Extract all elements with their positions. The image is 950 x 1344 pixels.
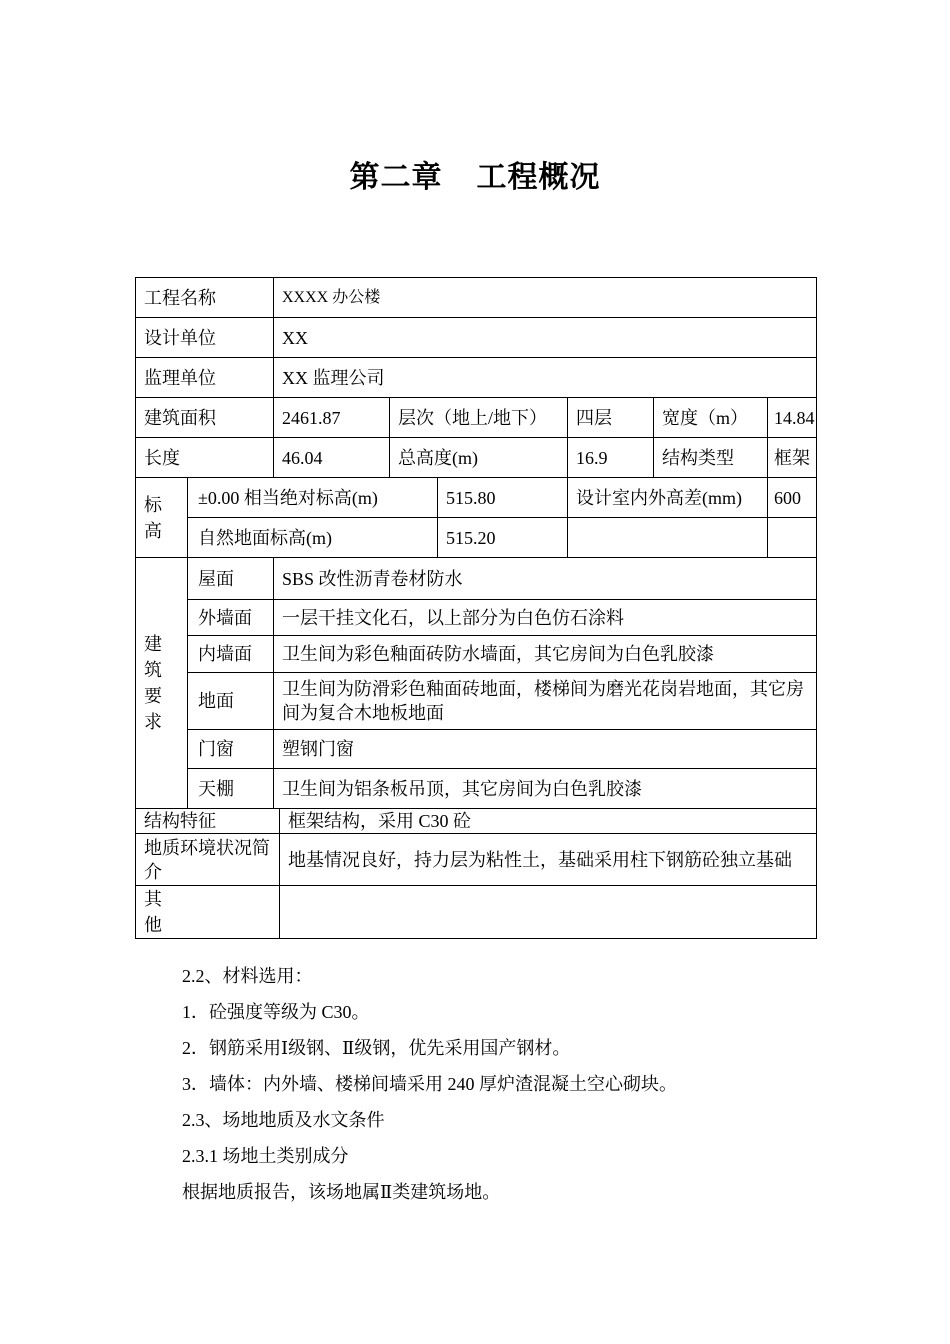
- project-name-value: XXXX 办公楼: [274, 278, 817, 318]
- paragraph: 根据地质报告，该场地属Ⅱ类建筑场地。: [182, 1182, 501, 1202]
- list-item: 3．墙体：内外墙、楼梯间墙采用 240 厚炉渣混凝土空心砌块。: [182, 1074, 677, 1094]
- structure-type-label: 结构类型: [654, 438, 768, 478]
- design-unit-value: XX: [274, 318, 817, 358]
- width-label: 宽度（m）: [654, 398, 768, 438]
- interior-wall-value: 卫生间为彩色釉面砖防水墙面，其它房间为白色乳胶漆: [274, 636, 817, 673]
- chapter-number: 第二章: [349, 160, 443, 195]
- floor-value: 卫生间为防滑彩色釉面砖地面，楼梯间为磨光花岗岩地面，其它房间为复合木地板地面: [274, 673, 817, 730]
- table-row: [136, 398, 817, 438]
- doors-value: 塑钢门窗: [274, 730, 817, 769]
- area-value: 2461.87: [274, 398, 390, 438]
- table-row: [136, 358, 817, 398]
- geology-label: 地质环境状况简介: [136, 834, 280, 886]
- height-value: 16.9: [568, 438, 654, 478]
- table-row: [136, 769, 817, 809]
- exterior-wall-label: 外墙面: [188, 600, 274, 636]
- length-label: 长度: [136, 438, 274, 478]
- ceiling-value: 卫生间为铝条板吊顶，其它房间为白色乳胶漆: [274, 769, 817, 809]
- table-row: [136, 600, 817, 636]
- table-row: [136, 673, 817, 730]
- table-row: [136, 809, 817, 834]
- supervision-unit-label: 监理单位: [136, 358, 274, 398]
- floor-label: 地面: [188, 673, 274, 730]
- table-row: [136, 730, 817, 769]
- indoor-diff-value: 600: [768, 478, 817, 518]
- other-value: [280, 886, 817, 939]
- list-item: 1．砼强度等级为 C30。: [182, 1002, 370, 1022]
- table-row: [136, 636, 817, 673]
- body-text: [182, 958, 822, 1210]
- table-row: [136, 278, 817, 318]
- section-heading: 2.3、场地地质及水文条件: [182, 1110, 385, 1130]
- table-row: [136, 478, 817, 518]
- structure-type-value: 框架: [768, 438, 817, 478]
- project-overview-table: [135, 277, 817, 939]
- elev-relative-value: 515.80: [438, 478, 568, 518]
- list-item: 2．钢筋采用Ⅰ级钢、Ⅱ级钢，优先采用国产钢材。: [182, 1038, 571, 1058]
- building-requirements-label: 建筑要求: [136, 558, 188, 809]
- indoor-diff-label: 设计室内外高差(mm): [568, 478, 768, 518]
- floors-value: 四层: [568, 398, 654, 438]
- natural-ground-value: 515.20: [438, 518, 568, 558]
- roof-value: SBS 改性沥青卷材防水: [274, 558, 817, 600]
- roof-label: 屋面: [188, 558, 274, 600]
- page-title: [0, 152, 950, 196]
- section-heading: 2.2、材料选用：: [182, 966, 313, 986]
- height-label: 总高度(m): [390, 438, 568, 478]
- natural-ground-label: 自然地面标高(m): [188, 518, 438, 558]
- width-value: 14.84: [768, 398, 817, 438]
- chapter-title: 工程概况: [476, 160, 601, 195]
- table-row: [136, 318, 817, 358]
- ceiling-label: 天棚: [188, 769, 274, 809]
- empty-cell: [568, 518, 768, 558]
- structure-feature-label: 结构特征: [136, 809, 280, 834]
- length-value: 46.04: [274, 438, 390, 478]
- table-row: [136, 438, 817, 478]
- design-unit-label: 设计单位: [136, 318, 274, 358]
- area-label: 建筑面积: [136, 398, 274, 438]
- geology-value: 地基情况良好，持力层为粘性土，基础采用柱下钢筋砼独立基础: [280, 834, 817, 886]
- table-row: [136, 558, 817, 600]
- doors-label: 门窗: [188, 730, 274, 769]
- table-row: [136, 886, 817, 939]
- interior-wall-label: 内墙面: [188, 636, 274, 673]
- supervision-unit-value: XX 监理公司: [274, 358, 817, 398]
- elev-relative-label: ±0.00 相当绝对标高(m): [188, 478, 438, 518]
- structure-feature-value: 框架结构，采用 C30 砼: [280, 809, 817, 834]
- project-name-label: 工程名称: [136, 278, 274, 318]
- table-row: [136, 518, 817, 558]
- elevation-label: 标高: [136, 478, 188, 558]
- empty-cell: [768, 518, 817, 558]
- table-row: [136, 834, 817, 886]
- subsection-heading: 2.3.1 场地土类别成分: [182, 1146, 349, 1166]
- exterior-wall-value: 一层干挂文化石，以上部分为白色仿石涂料: [274, 600, 817, 636]
- floors-label: 层次（地上/地下）: [390, 398, 568, 438]
- other-label: 其他: [136, 886, 280, 939]
